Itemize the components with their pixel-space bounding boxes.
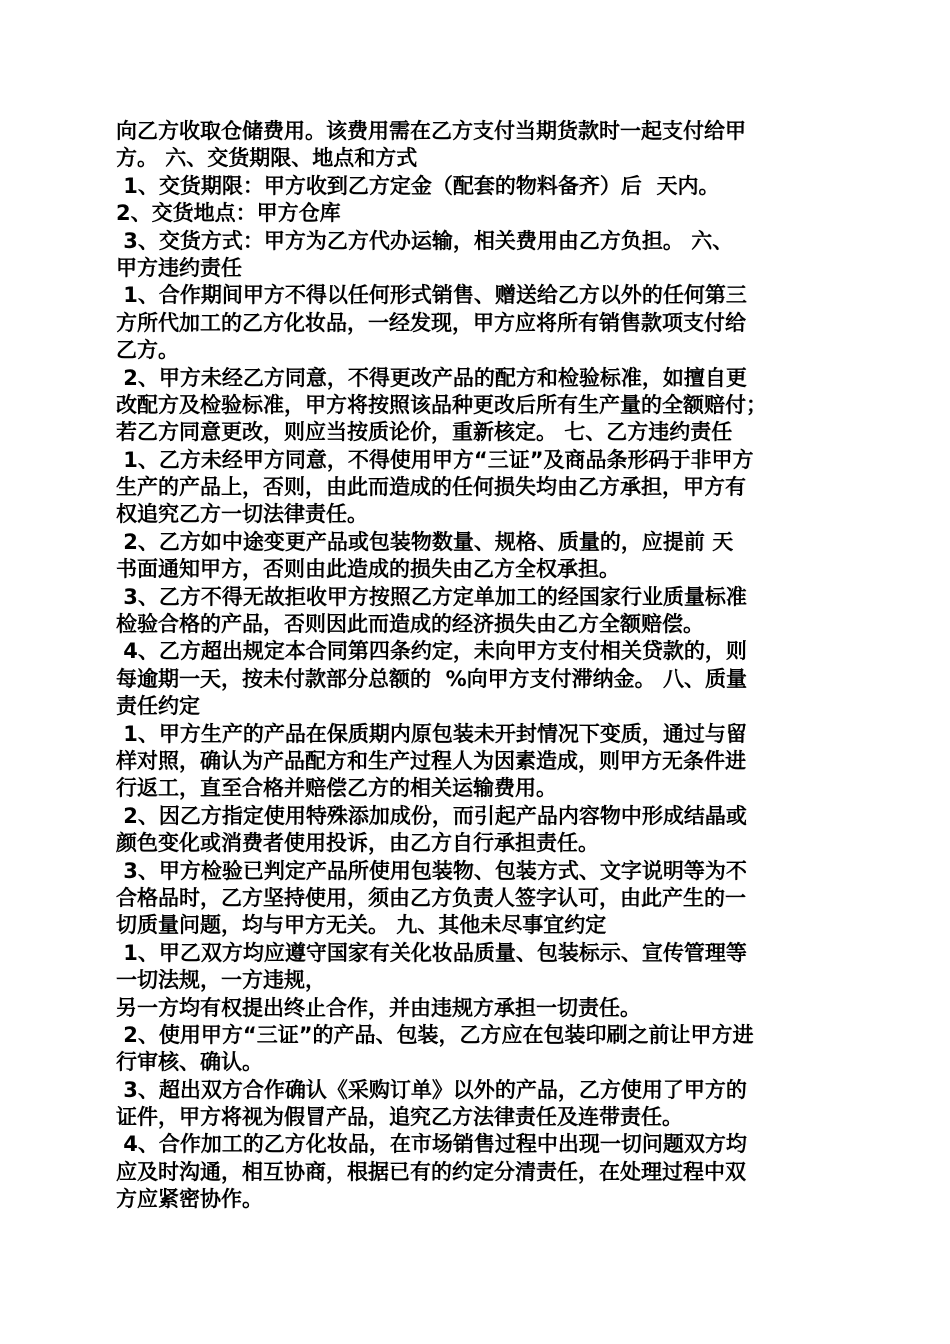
text-line: 3、乙方不得无故拒收甲方按照乙方定单加工的经国家行业质量标准 bbox=[116, 584, 747, 609]
text-line: 另一方均有权提出终止合作，并由违规方承担一切责任。 bbox=[116, 995, 641, 1020]
text-line: 生产的产品上，否则，由此而造成的任何损失均由乙方承担，甲方有 bbox=[116, 475, 746, 500]
text-line: 2、甲方未经乙方同意，不得更改产品的配方和检验标准，如擅自更 bbox=[116, 365, 747, 390]
text-line: 方应紧密协作。 bbox=[116, 1187, 263, 1212]
text-line: 改配方及检验标准，甲方将按照该品种更改后所有生产量的全额赔付； bbox=[116, 392, 767, 417]
text-line: 权追究乙方一切法律责任。 bbox=[116, 502, 368, 527]
text-line: 1、乙方未经甲方同意，不得使用甲方“三证”及商品条形码于非甲方 bbox=[116, 447, 754, 472]
text-line: 责任约定 bbox=[116, 694, 200, 719]
text-line: 1、甲方生产的产品在保质期内原包装未开封情况下变质，通过与留 bbox=[116, 721, 747, 746]
text-line: 2、使用甲方“三证”的产品、包装，乙方应在包装印刷之前让甲方进 bbox=[116, 1022, 754, 1047]
text-line: 一切法规，一方违规， bbox=[116, 968, 326, 993]
text-line: 书面通知甲方，否则由此造成的损失由乙方全权承担。 bbox=[116, 557, 620, 582]
text-line: 合格品时，乙方坚持使用，须由乙方负责人签字认可，由此产生的一 bbox=[116, 885, 746, 910]
text-line: 4、乙方超出规定本合同第四条约定，未向甲方支付相关贷款的，则 bbox=[116, 639, 747, 664]
text-line: 行返工，直至合格并赔偿乙方的相关运输费用。 bbox=[116, 776, 557, 801]
text-line: 3、交货方式：甲方为乙方代办运输，相关费用由乙方负担。 六、 bbox=[116, 228, 734, 253]
text-line: 样对照，确认为产品配方和生产过程人为因素造成，则甲方无条件进 bbox=[116, 748, 746, 773]
document-body bbox=[116, 118, 836, 1214]
text-line: 3、甲方检验已判定产品所使用包装物、包装方式、文字说明等为不 bbox=[116, 858, 747, 883]
text-line: 切质量问题，均与甲方无关。 九、其他未尽事宜约定 bbox=[116, 913, 607, 938]
text-line: 行审核、确认。 bbox=[116, 1050, 263, 1075]
text-line: 1、甲乙双方均应遵守国家有关化妆品质量、包装标示、宣传管理等 bbox=[116, 940, 747, 965]
text-line: 证件，甲方将视为假冒产品，追究乙方法律责任及连带责任。 bbox=[116, 1105, 683, 1130]
text-line: 每逾期一天，按未付款部分总额的 %向甲方支付滞纳金。 八、质量 bbox=[116, 666, 747, 691]
text-line: 甲方违约责任 bbox=[116, 255, 242, 280]
text-line: 若乙方同意更改，则应当按质论价，重新核定。 七、乙方违约责任 bbox=[116, 420, 733, 445]
text-line: 检验合格的产品，否则因此而造成的经济损失由乙方全额赔偿。 bbox=[116, 612, 704, 637]
text-line: 1、交货期限：甲方收到乙方定金（配套的物料备齐）后 天内。 bbox=[116, 173, 720, 198]
text-line: 应及时沟通，相互协商，根据已有的约定分清责任，在处理过程中双 bbox=[116, 1159, 746, 1184]
text-line: 颜色变化或消费者使用投诉，由乙方自行承担责任。 bbox=[116, 831, 599, 856]
text-line: 4、合作加工的乙方化妆品，在市场销售过程中出现一切问题双方均 bbox=[116, 1132, 747, 1157]
text-line: 2、交货地点：甲方仓库 bbox=[116, 201, 341, 226]
text-line: 向乙方收取仓储费用。该费用需在乙方支付当期货款时一起支付给甲 bbox=[116, 119, 746, 143]
text-line: 2、乙方如中途变更产品或包装物数量、规格、质量的，应提前 天 bbox=[116, 529, 734, 554]
text-line: 1、合作期间甲方不得以任何形式销售、赠送给乙方以外的任何第三 bbox=[116, 283, 747, 308]
text-line: 乙方。 bbox=[116, 338, 179, 363]
text-line: 2、因乙方指定使用特殊添加成份，而引起产品内容物中形成结晶或 bbox=[116, 803, 747, 828]
text-line: 3、超出双方合作确认《采购订单》以外的产品，乙方使用了甲方的 bbox=[116, 1077, 747, 1102]
text-line: 方。 六、交货期限、地点和方式 bbox=[116, 146, 418, 171]
text-line: 方所代加工的乙方化妆品，一经发现，甲方应将所有销售款项支付给 bbox=[116, 310, 746, 335]
